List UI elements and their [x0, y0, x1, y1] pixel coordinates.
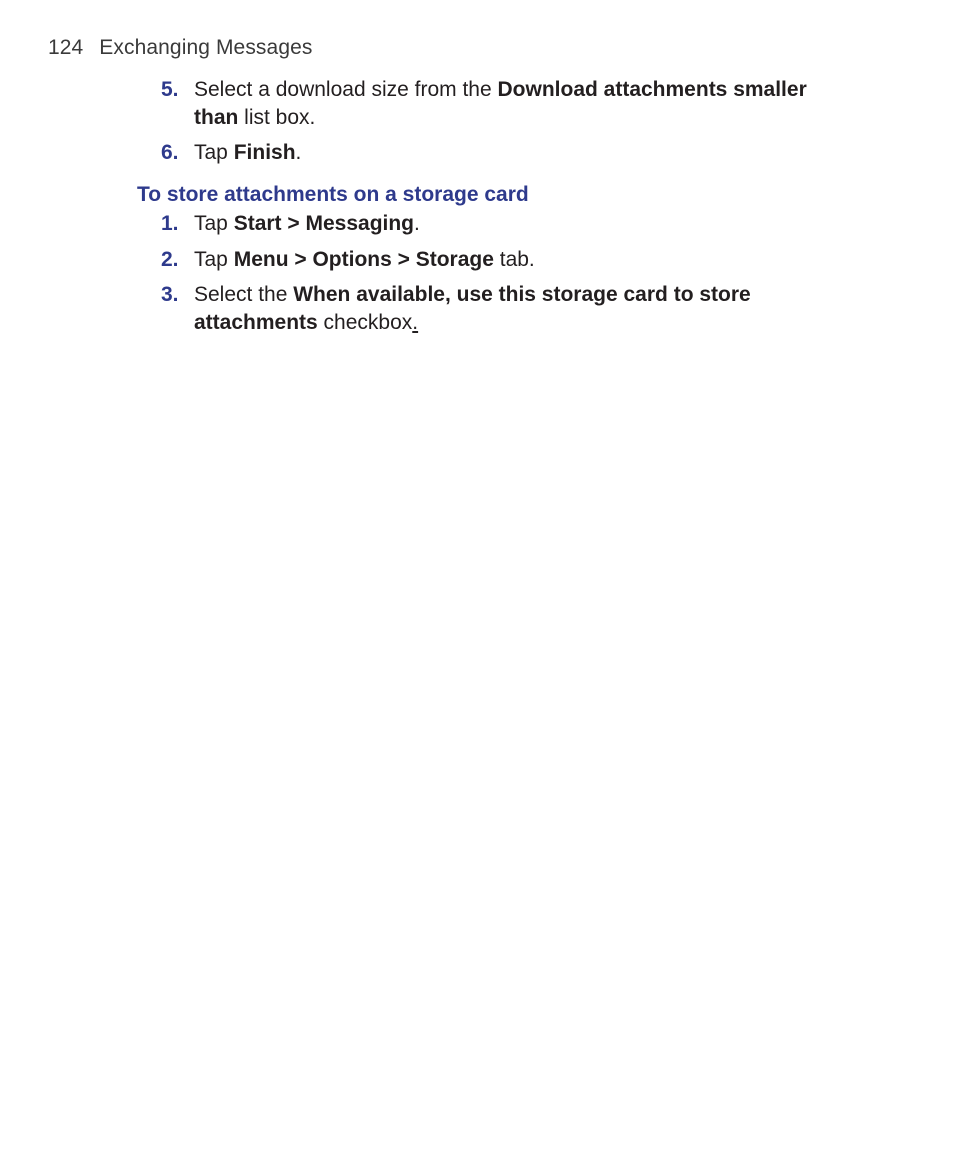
ui-label: When available, use this storage card to store attachments	[194, 283, 751, 334]
page-number: 124	[48, 36, 84, 59]
step-1	[161, 210, 841, 238]
step-6	[161, 139, 841, 167]
step-number: 3.	[161, 283, 179, 306]
procedure-heading: To store attachments on a storage card	[137, 183, 529, 206]
step-3	[161, 281, 761, 337]
step-number: 1.	[161, 212, 179, 235]
ui-label: Start > Messaging	[233, 212, 415, 235]
step-number: 2.	[161, 248, 179, 271]
ui-label: Menu > Options > Storage	[233, 248, 494, 271]
step-text: Select a download size from the Download attachments smaller than list box.	[194, 78, 807, 129]
step-number: 6.	[161, 141, 179, 164]
step-text: Select the When available, use this storage card to store attachments checkbox.	[194, 283, 751, 334]
step-text: Tap Menu > Options > Storage tab.	[194, 248, 535, 271]
step-number: 5.	[161, 78, 179, 101]
step-text: Tap Finish.	[194, 141, 302, 164]
running-head	[48, 36, 312, 60]
step-text: Tap Start > Messaging.	[194, 212, 420, 235]
ui-label: Download attachments smaller than	[194, 78, 807, 129]
ui-label: Finish	[233, 141, 296, 164]
step-2	[161, 246, 841, 274]
section-title: Exchanging Messages	[99, 36, 313, 59]
step-5	[161, 76, 841, 132]
